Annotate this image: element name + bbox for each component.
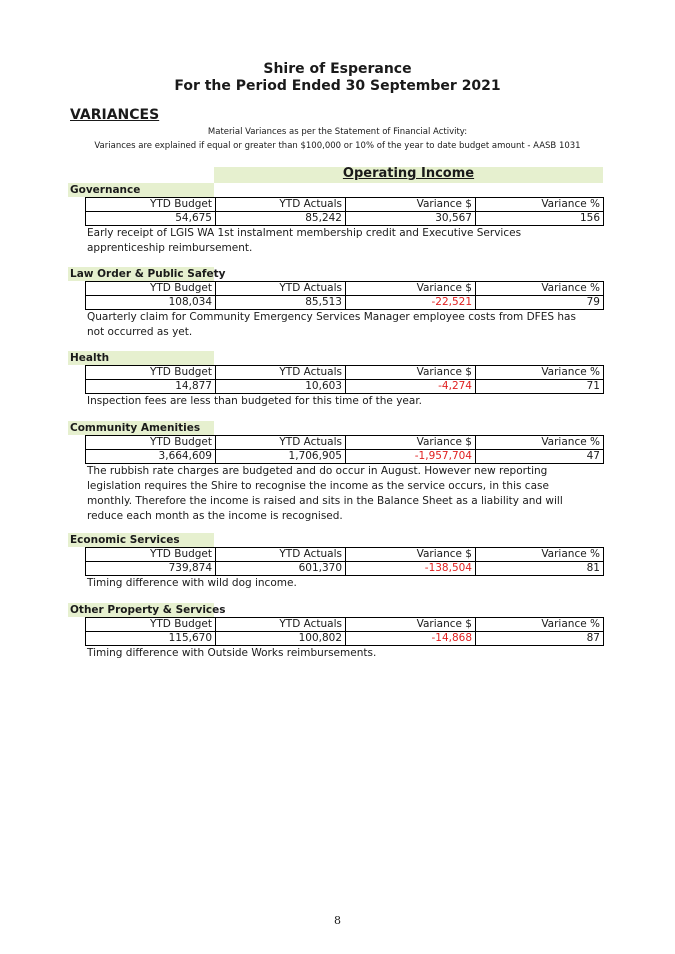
- section-label: Health: [68, 351, 214, 365]
- ytd-actuals-value: 10,603: [216, 380, 346, 394]
- table-header-row: [86, 366, 604, 380]
- ytd-budget-value: 115,670: [86, 632, 216, 646]
- section-economic-services: [68, 533, 603, 591]
- variance-percent-value: 81: [476, 562, 604, 576]
- ytd-actuals-value: 1,706,905: [216, 450, 346, 464]
- col-ytd-budget: YTD Budget: [86, 366, 216, 380]
- table-row: [86, 212, 604, 226]
- variance-note-line2: Variances are explained if equal or greater than $100,000 or 10% of the year to date budget amount - AASB 1031: [94, 141, 581, 151]
- report-title-line1: Shire of Esperance: [263, 61, 412, 77]
- col-ytd-budget: YTD Budget: [86, 548, 216, 562]
- col-ytd-budget: YTD Budget: [86, 618, 216, 632]
- variance-percent-value: 156: [476, 212, 604, 226]
- col-variance-amount: Variance $: [346, 548, 476, 562]
- col-variance-percent: Variance %: [476, 548, 604, 562]
- variance-table: [85, 617, 604, 646]
- col-ytd-actuals: YTD Actuals: [216, 198, 346, 212]
- section-label: Other Property & Services: [70, 604, 226, 616]
- page-number: 8: [334, 914, 341, 927]
- col-ytd-actuals: YTD Actuals: [216, 282, 346, 296]
- table-header-row: [86, 618, 604, 632]
- ytd-actuals-value: 100,802: [216, 632, 346, 646]
- variances-heading: VARIANCES: [70, 107, 160, 123]
- variance-explanation: Timing difference with wild dog income.: [87, 577, 297, 589]
- ytd-actuals-value: 85,513: [216, 296, 346, 310]
- table-row: [86, 562, 604, 576]
- variance-note-line1: Material Variances as per the Statement of Financial Activity:: [207, 127, 468, 137]
- section-label: Governance: [68, 183, 214, 197]
- variance-percent-value: 71: [476, 380, 604, 394]
- variance-explanation: Quarterly claim for Community Emergency Services Manager employee costs from DFES has not occurred as yet.: [87, 311, 576, 338]
- col-variance-percent: Variance %: [476, 618, 604, 632]
- section-governance: [68, 183, 603, 256]
- col-ytd-actuals: YTD Actuals: [216, 366, 346, 380]
- col-ytd-actuals: YTD Actuals: [216, 548, 346, 562]
- section-other-property: [68, 603, 603, 661]
- table-header-row: [86, 548, 604, 562]
- variance-table: [85, 365, 604, 394]
- ytd-actuals-value: 85,242: [216, 212, 346, 226]
- col-variance-percent: Variance %: [476, 282, 604, 296]
- col-variance-amount: Variance $: [346, 618, 476, 632]
- col-ytd-budget: YTD Budget: [86, 436, 216, 450]
- col-ytd-budget: YTD Budget: [86, 282, 216, 296]
- variance-percent-value: 87: [476, 632, 604, 646]
- variance-table: [85, 547, 604, 576]
- variance-amount-value: -1,957,704: [346, 450, 476, 464]
- col-variance-amount: Variance $: [346, 198, 476, 212]
- variance-percent-value: 79: [476, 296, 604, 310]
- section-label: Economic Services: [68, 533, 214, 547]
- report-title-line2: For the Period Ended 30 September 2021: [174, 78, 501, 94]
- ytd-budget-value: 3,664,609: [86, 450, 216, 464]
- section-community-amenities: [68, 421, 603, 524]
- table-row: [86, 380, 604, 394]
- col-variance-percent: Variance %: [476, 366, 604, 380]
- variance-amount-value: -22,521: [346, 296, 476, 310]
- ytd-budget-value: 739,874: [86, 562, 216, 576]
- ytd-budget-value: 108,034: [86, 296, 216, 310]
- table-row: [86, 632, 604, 646]
- section-label: Law Order & Public Safety: [70, 268, 226, 280]
- table-header-row: [86, 282, 604, 296]
- variance-amount-value: 30,567: [346, 212, 476, 226]
- col-ytd-actuals: YTD Actuals: [216, 436, 346, 450]
- ytd-actuals-value: 601,370: [216, 562, 346, 576]
- variance-percent-value: 47: [476, 450, 604, 464]
- variance-amount-value: -138,504: [346, 562, 476, 576]
- table-row: [86, 296, 604, 310]
- col-variance-percent: Variance %: [476, 436, 604, 450]
- section-law-order: [68, 267, 603, 340]
- variance-table: [85, 281, 604, 310]
- col-ytd-actuals: YTD Actuals: [216, 618, 346, 632]
- variance-explanation: Timing difference with Outside Works reimbursements.: [87, 647, 377, 659]
- table-header-row: [86, 436, 604, 450]
- col-variance-amount: Variance $: [346, 282, 476, 296]
- variance-explanation: The rubbish rate charges are budgeted and do occur in August. However new reporting legislation requires the Shire to recognise the income as the service occurs, in this case monthly. Therefore the income is raised and sits in the Balance Sheet as a liability and will reduce each month as the income is recognised.: [87, 465, 563, 522]
- table-row: [86, 450, 604, 464]
- ytd-budget-value: 54,675: [86, 212, 216, 226]
- col-variance-percent: Variance %: [476, 198, 604, 212]
- variance-table: [85, 197, 604, 226]
- variance-amount-value: -4,274: [346, 380, 476, 394]
- col-ytd-budget: YTD Budget: [86, 198, 216, 212]
- col-variance-amount: Variance $: [346, 366, 476, 380]
- variance-explanation: Early receipt of LGIS WA 1st instalment membership credit and Executive Services apprenticeship reimbursement.: [87, 227, 522, 254]
- variance-table: [85, 435, 604, 464]
- col-variance-amount: Variance $: [346, 436, 476, 450]
- variance-explanation: Inspection fees are less than budgeted for this time of the year.: [87, 395, 423, 407]
- ytd-budget-value: 14,877: [86, 380, 216, 394]
- section-label: Community Amenities: [68, 421, 214, 435]
- category-heading: Operating Income: [342, 166, 475, 181]
- table-header-row: [86, 198, 604, 212]
- variance-amount-value: -14,868: [346, 632, 476, 646]
- section-health: [68, 351, 603, 409]
